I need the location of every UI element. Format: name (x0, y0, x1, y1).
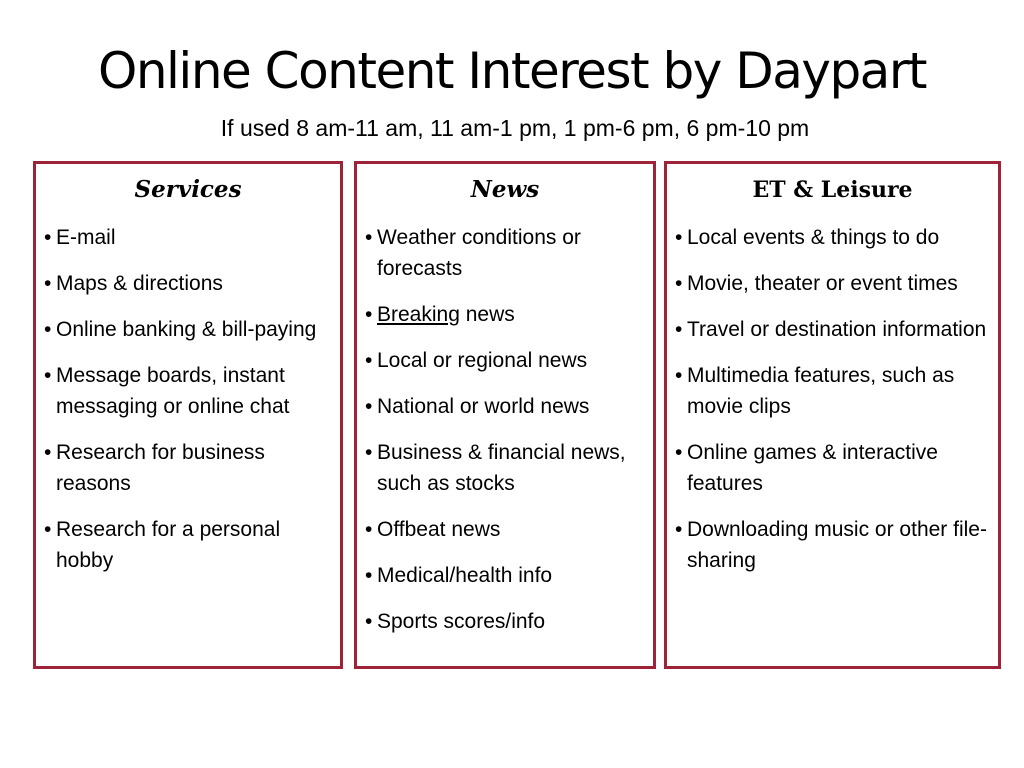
list-item: • Online banking & bill-paying (44, 314, 340, 345)
news-heading: News (470, 176, 540, 203)
et-leisure-panel (664, 161, 1001, 669)
services-heading: Services (134, 176, 242, 203)
et-leisure-list (667, 222, 998, 576)
list-item: • Research for business reasons (44, 437, 340, 499)
slide-subtitle: If used 8 am-11 am, 11 am-1 pm, 1 pm-6 pm, 6 pm-10 pm (220, 115, 810, 141)
slide-title: Online Content Interest by Daypart (98, 42, 926, 100)
services-panel (33, 161, 343, 669)
list-item: • Research for a personal hobby (44, 514, 340, 576)
list-item: • Sports scores/info (365, 606, 653, 637)
list-item: • Weather conditions or forecasts (365, 222, 653, 284)
breaking-link-text: Breaking (377, 303, 460, 326)
list-item: • E-mail (44, 222, 340, 253)
list-item: • Maps & directions (44, 268, 340, 299)
list-item: • Business & financial news, such as stocks (365, 437, 653, 499)
news-panel (354, 161, 656, 669)
breaking-news-rest: news (459, 303, 515, 326)
list-item: • Local events & things to do (675, 222, 998, 253)
list-item: • Message boards, instant messaging or online chat (44, 360, 340, 422)
list-item: • Offbeat news (365, 514, 653, 545)
list-item: • Downloading music or other file-sharing (675, 514, 998, 576)
news-list (357, 222, 653, 637)
list-item: • Local or regional news (365, 345, 653, 376)
services-list (36, 222, 340, 576)
list-item: • Travel or destination information (675, 314, 998, 345)
list-item: • Multimedia features, such as movie clips (675, 360, 998, 422)
list-item-breaking-news (365, 299, 653, 330)
list-item: • Movie, theater or event times (675, 268, 998, 299)
list-item: • National or world news (365, 391, 653, 422)
list-item: • Medical/health info (365, 560, 653, 591)
list-item: • Online games & interactive features (675, 437, 998, 499)
et-leisure-heading: ET & Leisure (752, 177, 913, 203)
